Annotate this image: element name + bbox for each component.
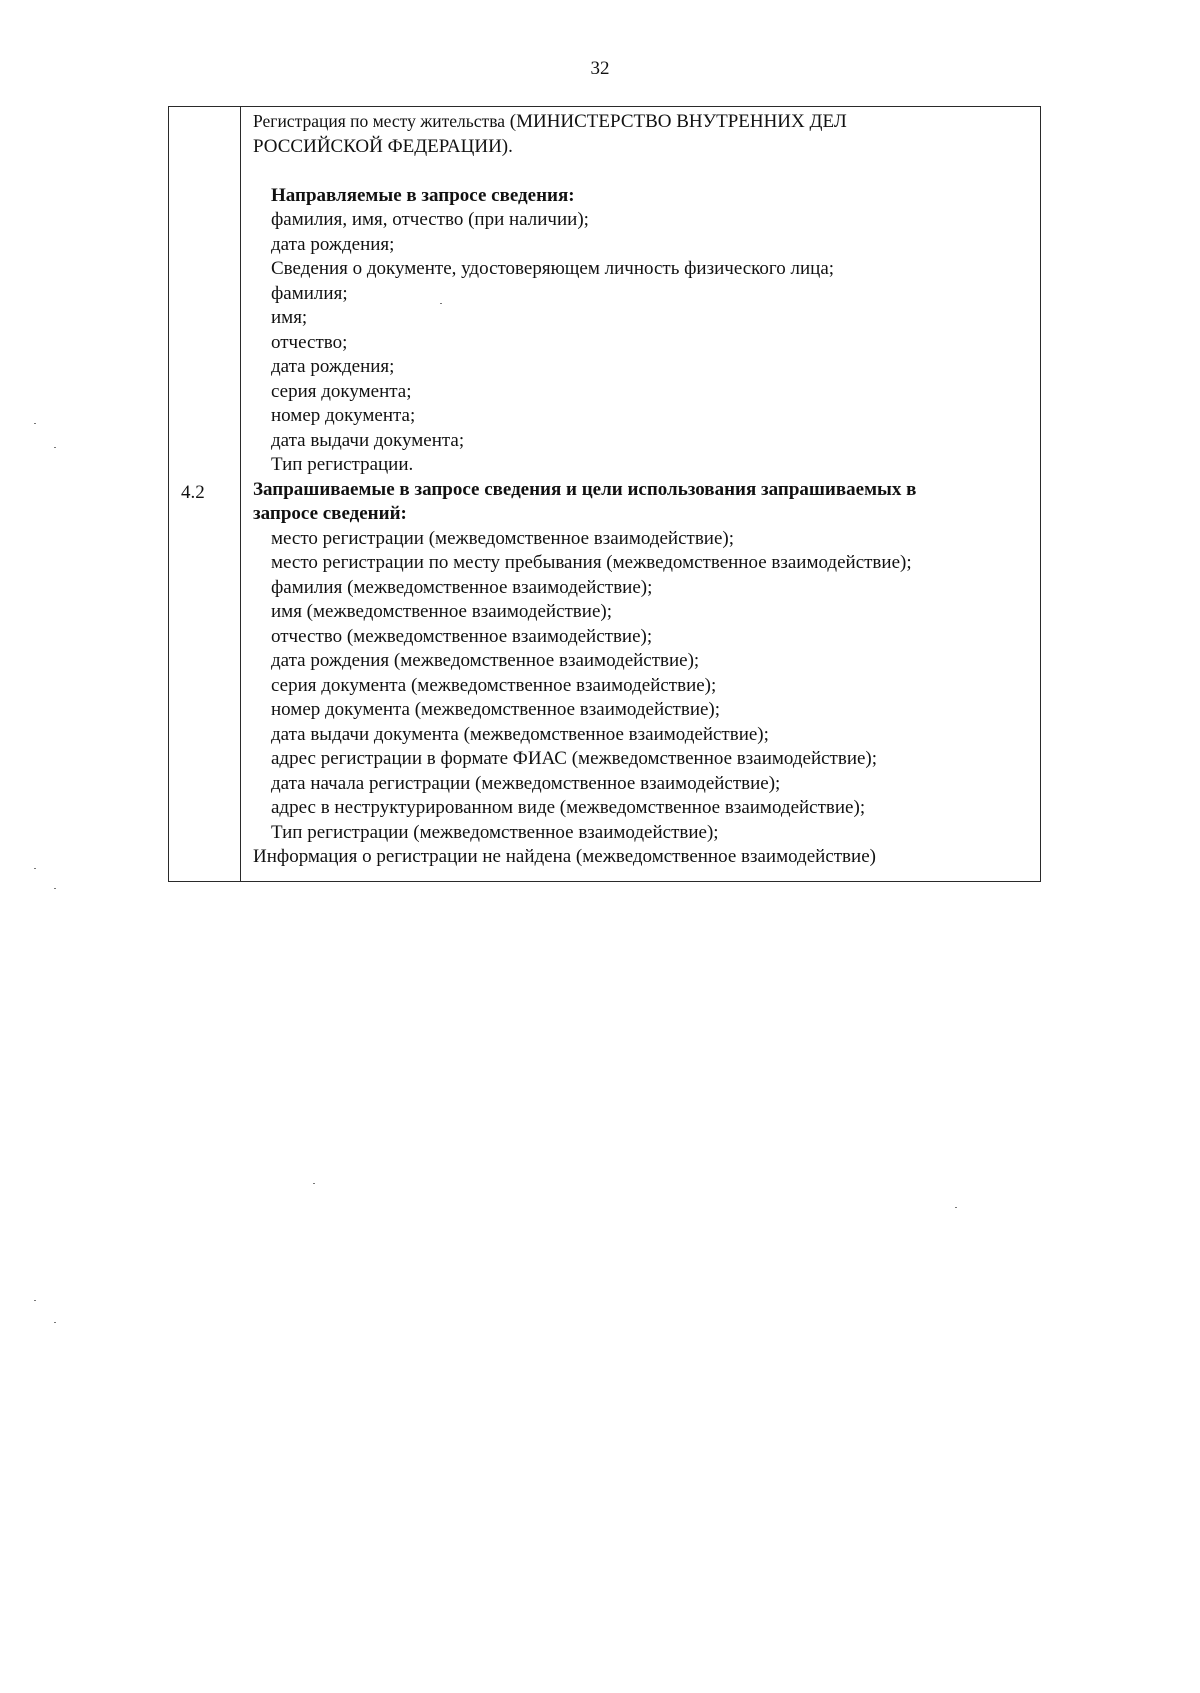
requested-item: дата рождения (межведомственное взаимодействие);	[271, 650, 700, 671]
sent-item: Тип регистрации.	[271, 454, 414, 475]
scan-speck	[54, 1322, 56, 1323]
row-content-cell	[253, 109, 1033, 870]
requested-heading-line-2: запросе сведений:	[253, 503, 407, 524]
requested-item: место регистрации (межведомственное взаимодействие);	[271, 527, 735, 549]
scan-speck	[34, 423, 36, 424]
row-number-cell	[169, 107, 241, 881]
requested-item: серия документа (межведомственное взаимодействие);	[271, 674, 717, 696]
requirements-table	[168, 106, 1041, 882]
scan-speck	[54, 447, 56, 448]
sent-item: дата рождения;	[271, 233, 395, 255]
sent-item: имя;	[271, 307, 308, 328]
requested-item: отчество (межведомственное взаимодействие);	[271, 625, 653, 647]
requested-item: фамилия (межведомственное взаимодействие);	[271, 576, 653, 598]
requested-heading-line-1: Запрашиваемые в запросе сведения и цели использования запрашиваемых в	[253, 478, 917, 500]
scan-speck	[313, 1183, 315, 1184]
sent-item: отчество;	[271, 331, 348, 353]
requested-item: адрес в неструктурированном виде (межведомственное взаимодействие);	[271, 797, 866, 818]
sent-item: дата рождения;	[271, 356, 395, 377]
requested-item: дата выдачи документа (межведомственное взаимодействие);	[271, 723, 769, 745]
sent-item: дата выдачи документа;	[271, 429, 465, 451]
sent-item: серия документа;	[271, 380, 412, 402]
sent-item: номер документа;	[271, 405, 416, 426]
requested-item: Тип регистрации (межведомственное взаимодействие);	[271, 821, 719, 843]
scan-speck	[34, 868, 36, 869]
sent-item: фамилия, имя, отчество (при наличии);	[271, 209, 589, 230]
service-intro: Регистрация по месту жительства	[253, 111, 505, 131]
scan-speck	[440, 303, 442, 304]
requested-item: место регистрации по месту пребывания (межведомственное взаимодействие);	[271, 552, 912, 573]
sent-heading: Направляемые в запросе сведения:	[271, 184, 575, 206]
service-title-line-1	[253, 109, 1033, 135]
sent-item: Сведения о документе, удостоверяющем личность физического лица;	[271, 258, 835, 279]
scan-speck	[54, 888, 56, 889]
page-number: 32	[590, 58, 610, 79]
requested-item: дата начала регистрации (межведомственное взаимодействие);	[271, 772, 781, 794]
scan-speck	[34, 1300, 36, 1301]
row-number: 4.2	[181, 482, 205, 503]
requested-item: адрес регистрации в формате ФИАС (межведомственное взаимодействие);	[271, 748, 878, 769]
service-org: (МИНИСТЕРСТВО ВНУТРЕННИХ ДЕЛ	[509, 111, 847, 132]
scan-speck	[955, 1207, 957, 1208]
sent-item: фамилия;	[271, 282, 348, 304]
spacer	[253, 159, 1033, 184]
service-title-line-2: РОССИЙСКОЙ ФЕДЕРАЦИИ).	[253, 135, 513, 157]
final-line: Информация о регистрации не найдена (межведомственное взаимодействие)	[253, 846, 876, 867]
requested-item: имя (межведомственное взаимодействие);	[271, 601, 612, 622]
requested-item: номер документа (межведомственное взаимодействие);	[271, 699, 721, 720]
